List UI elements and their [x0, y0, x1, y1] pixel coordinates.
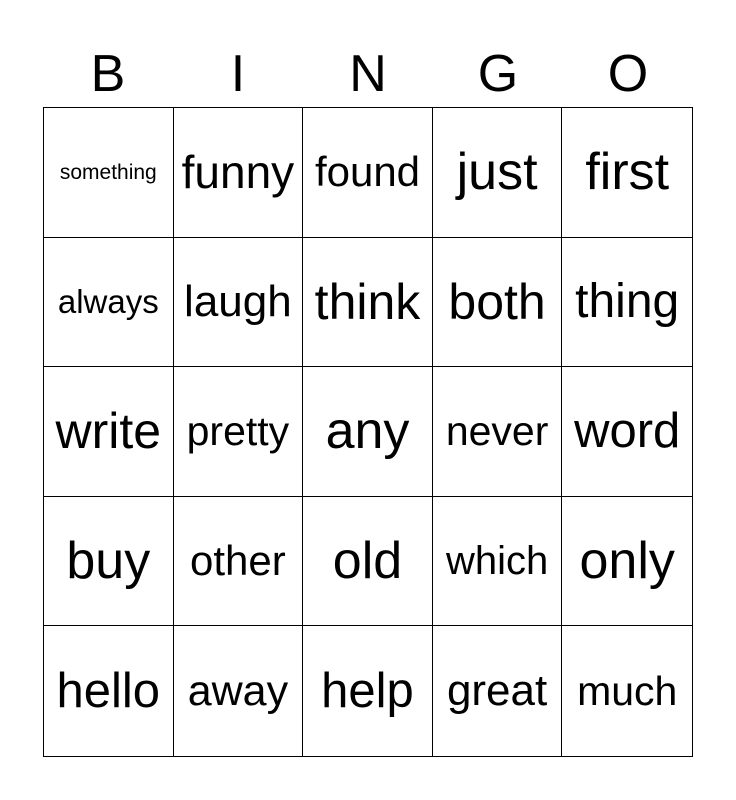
bingo-cell: always: [44, 238, 174, 368]
bingo-cell: thing: [562, 238, 692, 368]
header-letter-b: B: [90, 45, 126, 103]
bingo-cell: something: [44, 108, 174, 238]
bingo-cell: old: [303, 497, 433, 627]
bingo-cell: write: [44, 367, 174, 497]
bingo-cell: only: [562, 497, 692, 627]
bingo-cell: funny: [174, 108, 304, 238]
bingo-cell: word: [562, 367, 692, 497]
bingo-cell: great: [433, 626, 563, 756]
bingo-cell: any: [303, 367, 433, 497]
bingo-cell: just: [433, 108, 563, 238]
bingo-cell: first: [562, 108, 692, 238]
bingo-board: [43, 107, 693, 757]
bingo-cell: much: [577, 667, 678, 714]
header-letter-g: G: [477, 45, 519, 103]
header-letter-n: N: [349, 45, 387, 103]
header-letter-o: O: [607, 45, 649, 103]
bingo-cell: which: [433, 497, 563, 627]
bingo-cell: away: [174, 626, 304, 756]
header-letter-i: I: [230, 45, 246, 103]
bingo-cell: hello: [44, 626, 174, 756]
bingo-cell: both: [433, 238, 563, 368]
bingo-cell: buy: [44, 497, 174, 627]
bingo-cell: other: [174, 497, 304, 627]
bingo-cell: help: [303, 626, 433, 756]
bingo-header: [43, 44, 693, 104]
bingo-cell: never: [433, 367, 563, 497]
bingo-cell: think: [303, 238, 433, 368]
bingo-cell: laugh: [174, 238, 304, 368]
bingo-cell: pretty: [174, 367, 304, 497]
bingo-cell: found: [303, 108, 433, 238]
